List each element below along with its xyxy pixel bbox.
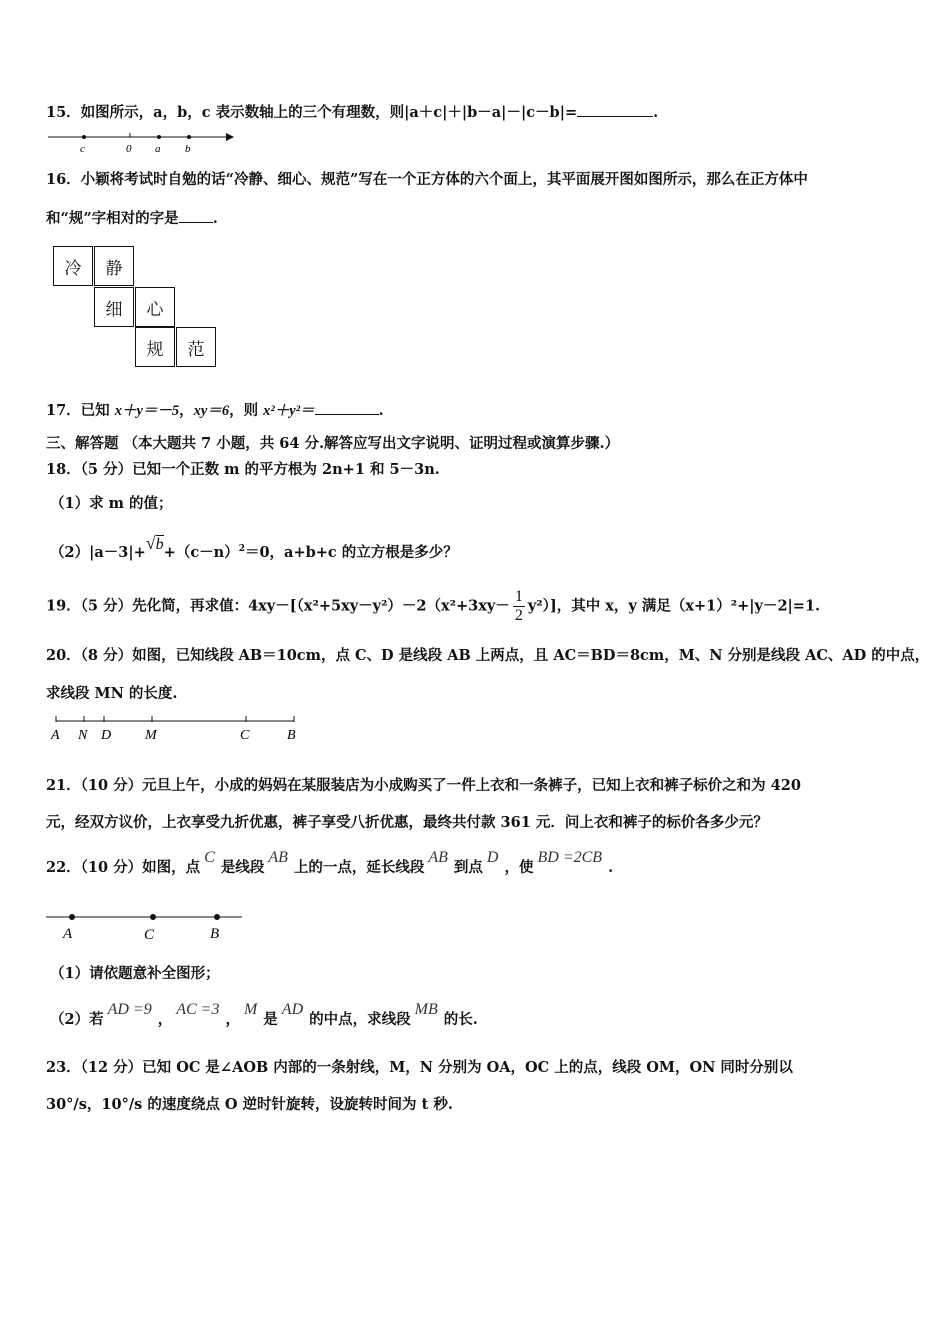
point-label-n: N bbox=[78, 728, 88, 743]
section-heading: 三、解答题 （本大题共 7 小题，共 64 分.解答应写出文字说明、证明过程或演算步骤.） bbox=[46, 435, 620, 452]
axis-label-c: c bbox=[80, 143, 85, 155]
net-cell-leng: 冷 bbox=[53, 246, 93, 286]
answer-blank bbox=[577, 102, 653, 117]
net-cell-fan: 范 bbox=[176, 327, 216, 367]
question-23-line2: 30°/s，10°/s 的速度绕点 O 逆时针旋转，设旋转时间为 t 秒. bbox=[46, 1096, 453, 1113]
net-cell-jing: 静 bbox=[94, 246, 134, 286]
segment-diagram-22 bbox=[46, 908, 246, 944]
axis-label-0: 0 bbox=[126, 143, 132, 155]
point-label-c: C bbox=[144, 927, 155, 943]
question-17: 17．已知 x＋y＝－5，xy＝6，则 x²＋y²＝ . bbox=[46, 402, 384, 419]
question-16-line1: 16．小颖将考试时自勉的话“冷静、细心、规范”写在一个正方体的六个面上，其平面展开图如图所示，那么在正方体中 bbox=[46, 171, 808, 188]
question-15: 15．如图所示，a，b，c 表示数轴上的三个有理数，则|a＋c|＋|b－a|－|c－b|= . bbox=[46, 104, 659, 121]
point-label-b: B bbox=[210, 926, 220, 942]
fraction-one-half: $\frac{1}{2}$ bbox=[514, 588, 523, 624]
question-20-line1: 20．（8 分）如图，已知线段 AB＝10cm，点 C、D 是线段 AB 上两点，且 AC＝BD＝8cm，M、N 分别是线段 AC、AD 的中点， bbox=[46, 647, 930, 664]
axis-label-b: b bbox=[185, 143, 191, 155]
question-23-line1: 23．（12 分）已知 OC 是∠AOB 内部的一条射线，M，N 分别为 OA，OC 上的点，线段 OM，ON 同时分别以 bbox=[46, 1059, 793, 1076]
point-label-m: M bbox=[145, 728, 157, 743]
point-label-a: A bbox=[63, 926, 73, 942]
point-label-b: B bbox=[287, 728, 296, 743]
net-cell-gui: 规 bbox=[135, 327, 175, 367]
sqrt-symbol: √b bbox=[145, 532, 164, 553]
question-18: 18．（5 分）已知一个正数 m 的平方根为 2n+1 和 5－3n. bbox=[46, 461, 440, 478]
point-label-a: A bbox=[51, 728, 60, 743]
point-label-c: C bbox=[240, 728, 250, 743]
question-21-line2: 元，经双方议价，上衣享受九折优惠，裤子享受八折优惠，最终共付款 361 元．问上衣和裤子的标价各多少元？ bbox=[46, 814, 768, 831]
question-18-part2: $(2)|a-3|+√b+(c-n)^2=0$，a+b+c 的立方根是多少？ bbox=[50, 532, 458, 561]
question-18-part1: （1）求 m 的值； bbox=[50, 495, 173, 512]
point-label-d: D bbox=[101, 728, 112, 743]
question-22-part2: （2）若AD =9，AC =3，M是AD的中点，求线段MB的长. bbox=[50, 1001, 478, 1028]
net-cell-xi: 细 bbox=[94, 287, 134, 327]
number-line-15 bbox=[46, 128, 236, 156]
question-21-line1: 21．（10 分）元旦上午，小成的妈妈在某服装店为小成购买了一件上衣和一条裤子，已知上衣和裤子标价之和为 420 bbox=[46, 777, 801, 794]
axis-label-a: a bbox=[155, 143, 161, 155]
net-cell-xin: 心 bbox=[135, 287, 175, 327]
question-20-line2: 求线段 MN 的长度. bbox=[46, 685, 178, 702]
question-19: 19．（5 分）先化简，再求值：4xy－[（x²+5xy－y²）－2（x²+3xy－ $\frac{1}{2}$ y²）]，其中 x，y 满足（x+1）²+|y－2|=1. bbox=[46, 588, 821, 624]
question-16-line2: 和“规”字相对的字是 . bbox=[46, 210, 218, 227]
answer-blank bbox=[315, 400, 379, 415]
question-22-part1: （1）请依题意补全图形； bbox=[50, 965, 220, 982]
answer-blank bbox=[179, 208, 213, 223]
segment-diagram-20 bbox=[46, 712, 306, 746]
q15-text: 如图所示，a，b，c 表示数轴上的三个有理数，则|a＋c|＋|b－a|－|c－b|= bbox=[80, 104, 578, 121]
question-22: 22．（10 分）如图，点C是线段AB上的一点，延长线段AB到点D，使BD =2CB. bbox=[46, 849, 614, 876]
